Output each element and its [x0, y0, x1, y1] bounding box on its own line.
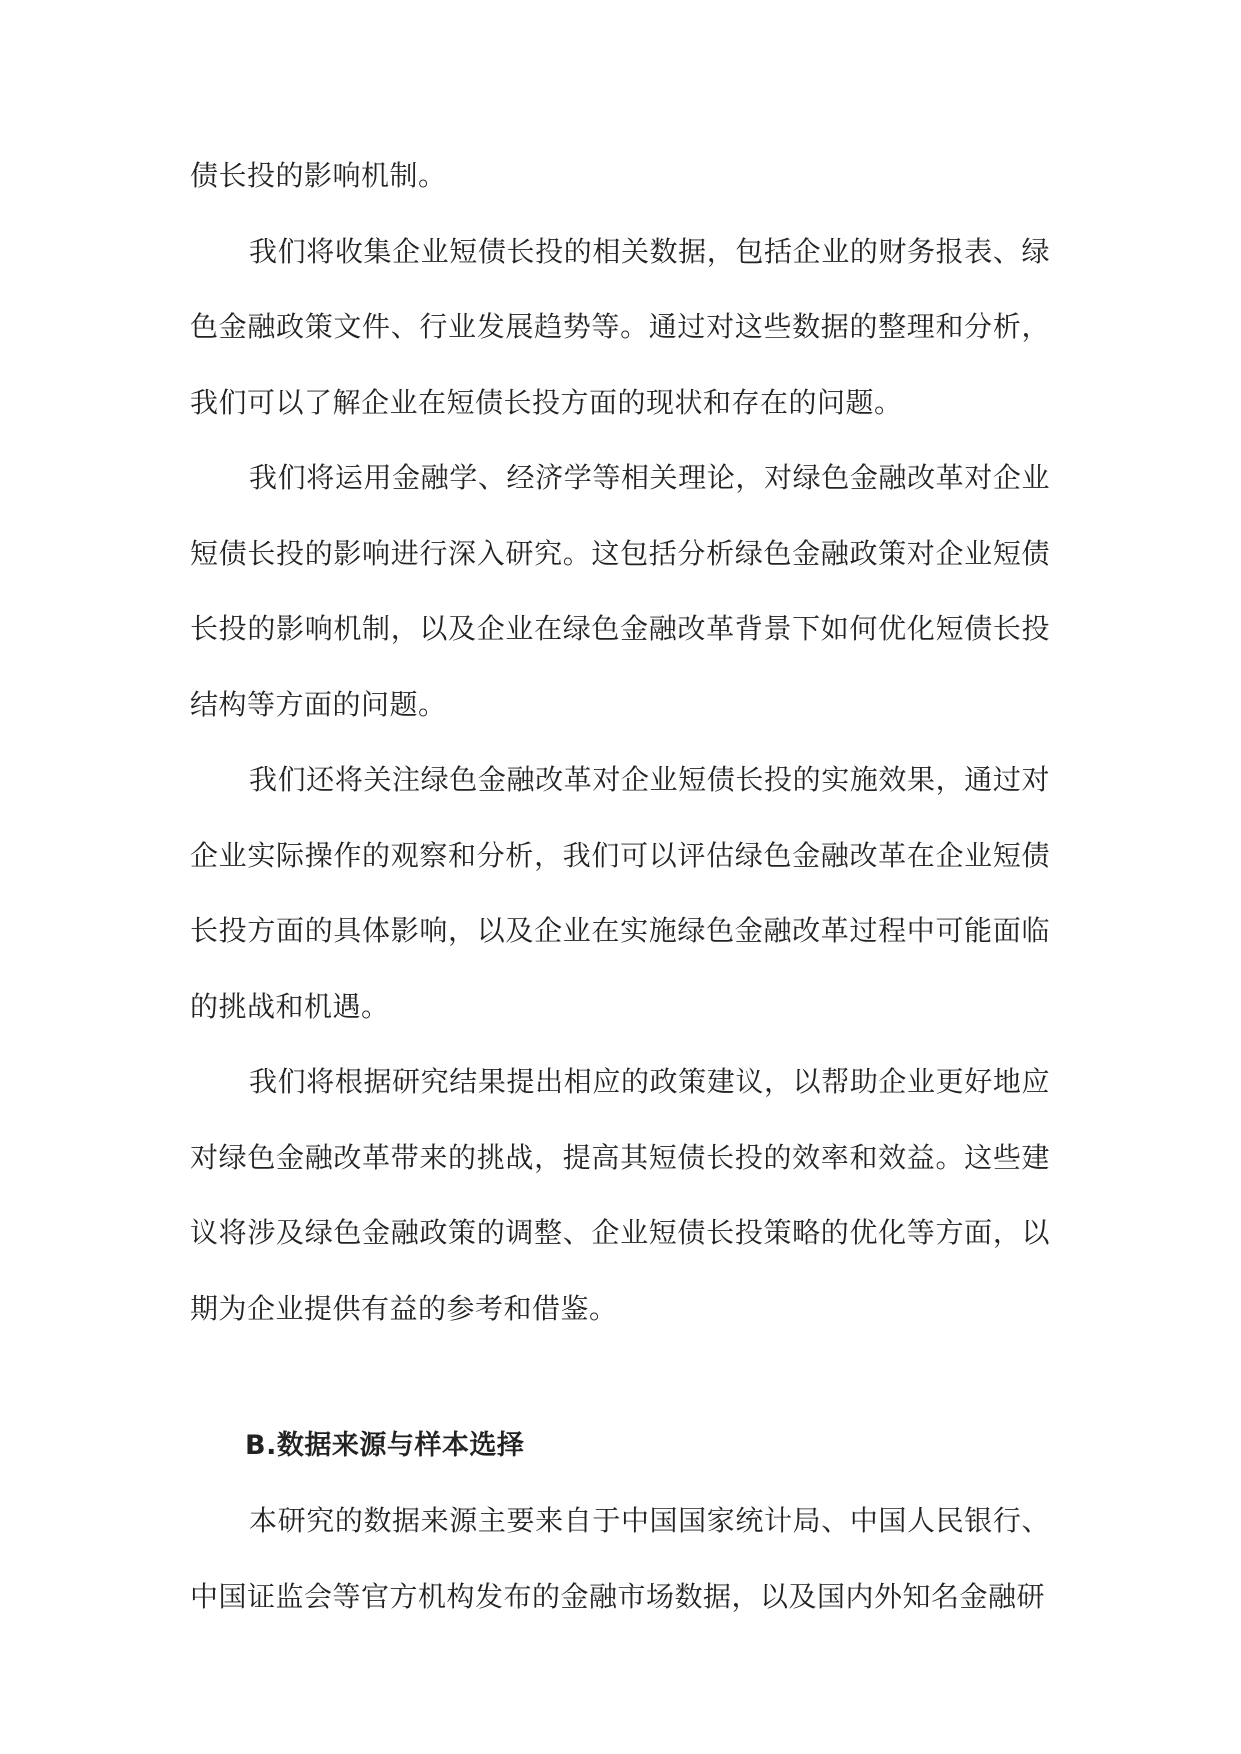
- paragraph-continuation: 债长投的影响机制。: [190, 159, 447, 192]
- section-heading: B.数据来源与样本选择: [245, 1430, 525, 1461]
- paragraph-theory: 我们将运用金融学、经济学等相关理论，对绿色金融改革对企业短债长投的影响进行深入研究。这包括分析绿色金融政策对企业短债长投的影响机制，以及企业在绿色金融改革背景下如何优化短债长投结构等方面的问题。: [190, 461, 1050, 721]
- paragraph-data-collection: 我们将收集企业短债长投的相关数据，包括企业的财务报表、绿色金融政策文件、行业发展趋势等。通过对这些数据的整理和分析，我们可以了解企业在短债长投方面的现状和存在的问题。: [190, 234, 1050, 419]
- paragraph-effects: 我们还将关注绿色金融改革对企业短债长投的实施效果，通过对企业实际操作的观察和分析，我们可以评估绿色金融改革在企业短债长投方面的具体影响，以及企业在实施绿色金融改革过程中可能面临的挑战和机遇。: [190, 763, 1050, 1023]
- document-body: [190, 138, 1050, 1634]
- paragraph-data-source: 本研究的数据来源主要来自于中国国家统计局、中国人民银行、中国证监会等官方机构发布的金融市场数据，以及国内外知名金融研: [190, 1504, 1050, 1613]
- paragraph-recommendations: 我们将根据研究结果提出相应的政策建议，以帮助企业更好地应对绿色金融改革带来的挑战，提高其短债长投的效率和效益。这些建议将涉及绿色金融政策的调整、企业短债长投策略的优化等方面，以期为企业提供有益的参考和借鉴。: [190, 1065, 1050, 1325]
